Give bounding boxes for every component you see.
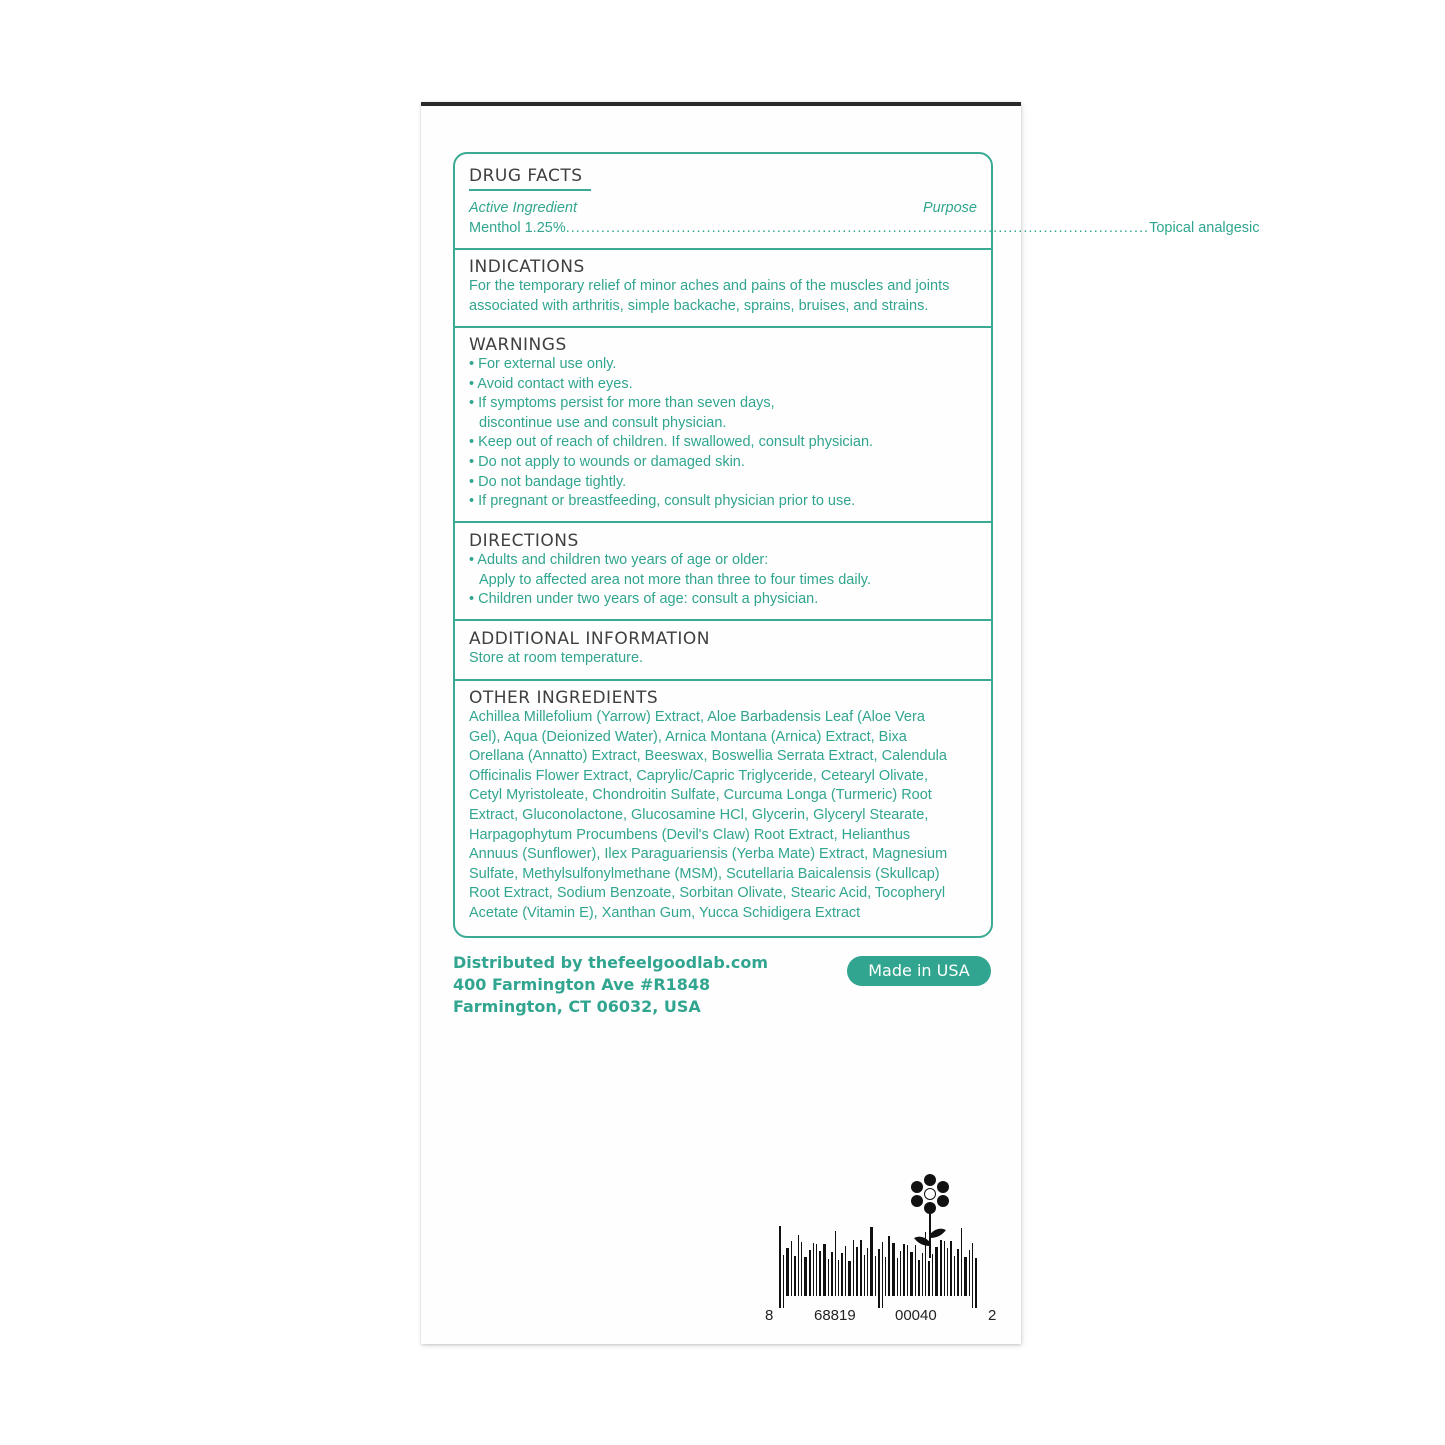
- barcode-bar: [835, 1231, 836, 1296]
- additional-information-text: Store at room temperature.: [469, 650, 644, 666]
- barcode-bar: [838, 1260, 839, 1296]
- warnings-section: [455, 335, 991, 512]
- warning-item: • For external use only.: [469, 356, 617, 372]
- drug-facts-panel: [453, 152, 1260, 938]
- barcode-bar: [925, 1232, 926, 1296]
- warnings-heading: WARNINGS: [469, 335, 567, 355]
- barcode-bar: [823, 1244, 826, 1296]
- barcode-bar: [853, 1240, 854, 1296]
- barcode-bar: [947, 1248, 948, 1296]
- indications-line: associated with arthritis, simple backache, sprains, bruises, and strains.: [469, 297, 929, 314]
- barcode-bar: [935, 1247, 938, 1296]
- product-box-back: [421, 102, 1260, 1344]
- barcode-bar: [900, 1251, 901, 1296]
- drug-facts-title: DRUG FACTS: [469, 166, 591, 191]
- active-ingredient-header-row: [469, 199, 977, 219]
- barcode-bar: [786, 1248, 789, 1296]
- indications-heading: INDICATIONS: [469, 257, 585, 277]
- barcode-bar: [892, 1243, 895, 1296]
- active-ingredient-value: Menthol 1.25%: [469, 219, 566, 236]
- flower-icon: [911, 1174, 949, 1258]
- ingredients-line: Extract, Gluconolactone, Glucosamine HCl, Glycerin, Glyceryl Stearate,: [469, 806, 929, 823]
- barcode-bar: [801, 1242, 802, 1296]
- barcode-with-flower-icon: [763, 1172, 1003, 1322]
- barcode-bar: [783, 1255, 784, 1308]
- warning-item: • Do not bandage tightly.: [469, 473, 627, 490]
- barcode-bar: [922, 1253, 923, 1296]
- barcode-bar: [875, 1256, 876, 1296]
- barcode-bar: [972, 1243, 973, 1308]
- barcode-bar: [804, 1257, 807, 1296]
- distributor-address-line: 400 Farmington Ave #R1848: [453, 975, 711, 994]
- additional-information-heading: ADDITIONAL INFORMATION: [469, 629, 710, 649]
- warning-item: • If symptoms persist for more than seven days,: [469, 395, 775, 412]
- barcode-bar: [819, 1251, 821, 1296]
- indications-section: [455, 257, 991, 316]
- barcode-bar: [794, 1256, 796, 1296]
- barcode-bar: [957, 1249, 959, 1296]
- other-ingredients-heading: OTHER INGREDIENTS: [469, 688, 659, 708]
- indications-line: For the temporary relief of minor aches and pains of the muscles and joints: [469, 278, 950, 294]
- ingredients-line: Annuus (Sunflower), Ilex Paraguariensis (Yerba Mate) Extract, Magnesium: [469, 846, 948, 863]
- warning-item: • If pregnant or breastfeeding, consult physician prior to use.: [469, 493, 856, 510]
- drug-facts-section: [455, 166, 1260, 238]
- warning-item: • Keep out of reach of children. If swallowed, consult physician.: [469, 434, 874, 451]
- direction-item: • Children under two years of age: consult a physician.: [469, 591, 819, 608]
- barcode-bar: [882, 1242, 883, 1308]
- barcode-bar: [845, 1246, 846, 1296]
- warning-item: • Do not apply to wounds or damaged skin.: [469, 453, 745, 470]
- ingredients-line: Root Extract, Sodium Benzoate, Sorbitan Olivate, Stearic Acid, Tocopheryl: [469, 885, 946, 902]
- distributor-line: Distributed by thefeelgoodlab.com: [453, 953, 769, 972]
- ingredients-line: Orellana (Annatto) Extract, Beeswax, Boswellia Serrata Extract, Calendula: [469, 748, 947, 765]
- divider: [455, 248, 991, 250]
- barcode-bar: [831, 1252, 833, 1296]
- warning-item-continuation: discontinue use and consult physician.: [479, 414, 727, 431]
- barcode-bar: [809, 1250, 811, 1296]
- divider: [455, 326, 991, 328]
- barcode-bar: [897, 1258, 898, 1296]
- barcode-bar: [848, 1261, 851, 1296]
- barcode-bar: [964, 1257, 967, 1296]
- barcode-bar: [944, 1241, 945, 1296]
- barcode-bar: [860, 1240, 862, 1296]
- divider: [455, 619, 991, 621]
- distributor-city-line: Farmington, CT 06032, USA: [453, 997, 701, 1016]
- divider: [455, 679, 991, 681]
- barcode-bar: [950, 1241, 952, 1296]
- purpose-label: Purpose: [922, 200, 977, 216]
- ingredients-line: Cetyl Myristoleate, Chondroitin Sulfate, Curcuma Longa (Turmeric) Root: [469, 787, 932, 804]
- barcode-bar: [816, 1244, 817, 1296]
- barcode-group-left: 68819: [814, 1307, 856, 1324]
- barcode-bar: [885, 1257, 886, 1296]
- barcode-digit-last: 2: [988, 1307, 997, 1324]
- barcode-bar: [841, 1253, 843, 1296]
- ingredients-line: Acetate (Vitamin E), Xanthan Gum, Yucca Schidigera Extract: [469, 904, 861, 921]
- ingredients-line: Officinalis Flower Extract, Caprylic/Capric Triglyceride, Cetearyl Olivate,: [469, 767, 929, 784]
- barcode-bar: [961, 1228, 962, 1296]
- barcode-bar: [932, 1254, 933, 1296]
- ingredients-line: Gel), Aqua (Deionized Water), Arnica Montana (Arnica) Extract, Bixa: [469, 728, 907, 745]
- barcode-bar: [856, 1247, 858, 1296]
- barcode-bar: [798, 1235, 799, 1296]
- other-ingredients-section: [455, 688, 991, 924]
- ingredients-line: Sulfate, Methylsulfonylmethane (MSM), Scutellaria Baicalensis (Skullcap): [469, 865, 940, 882]
- barcode-bars: [779, 1226, 977, 1308]
- barcode-bar: [969, 1250, 970, 1296]
- barcode-bar: [864, 1255, 865, 1296]
- barcode-bar: [791, 1241, 792, 1296]
- barcode-bar: [870, 1227, 873, 1296]
- warning-item: • Avoid contact with eyes.: [469, 375, 633, 392]
- made-in-usa-badge: Made in USA: [847, 956, 991, 986]
- barcode-bar: [954, 1256, 955, 1296]
- leader-dots: ....................................................................................................................: [565, 219, 1150, 236]
- barcode-bar: [928, 1261, 930, 1296]
- barcode-bar: [813, 1243, 814, 1296]
- divider: [455, 521, 991, 523]
- barcode-bar: [975, 1258, 977, 1308]
- barcode-bar: [918, 1260, 920, 1296]
- barcode-bar: [903, 1244, 905, 1296]
- barcode-bar: [867, 1248, 868, 1296]
- directions-heading: DIRECTIONS: [469, 531, 579, 551]
- additional-information-section: [455, 629, 991, 669]
- ingredients-line: Achillea Millefolium (Yarrow) Extract, Aloe Barbadensis Leaf (Aloe Vera: [469, 709, 925, 725]
- barcode-digit-first: 8: [765, 1307, 774, 1324]
- barcode-group-right: 00040: [895, 1307, 937, 1324]
- direction-item: • Adults and children two years of age or older:: [469, 552, 769, 568]
- active-ingredient-row: [469, 219, 1260, 239]
- barcode-bar: [907, 1245, 908, 1296]
- barcode-bar: [910, 1252, 913, 1296]
- direction-item-continuation: Apply to affected area not more than three to four times daily.: [479, 571, 871, 588]
- barcode-bar: [828, 1259, 829, 1296]
- purpose-value: Topical analgesic: [1149, 219, 1260, 236]
- barcode-bar: [779, 1226, 781, 1308]
- directions-section: [455, 531, 991, 610]
- ingredients-line: Harpagophytum Procumbens (Devil's Claw) Root Extract, Helianthus: [469, 826, 911, 843]
- barcode-bar: [915, 1245, 916, 1296]
- active-ingredient-label: Active Ingredient: [469, 200, 578, 216]
- barcode-bar: [888, 1236, 890, 1296]
- barcode-bar: [878, 1249, 880, 1308]
- distributor-info: [453, 952, 768, 1018]
- barcode-bar: [940, 1240, 942, 1296]
